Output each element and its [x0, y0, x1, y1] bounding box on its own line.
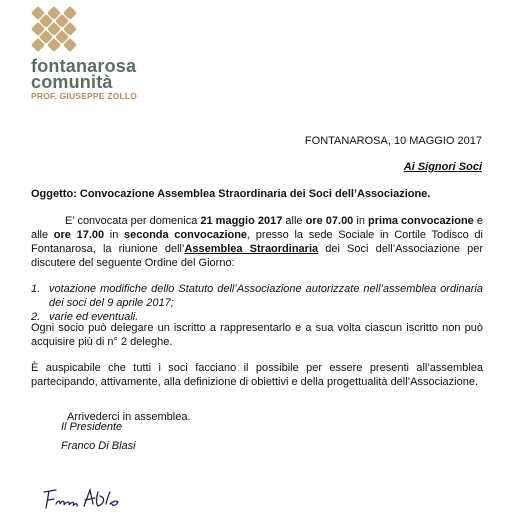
closing-line: Arrivederci in assemblea.: [67, 411, 191, 423]
list-item: 2. varie ed eventuali.: [31, 311, 139, 323]
handwritten-signature: [40, 486, 130, 519]
letter-recipient: Ai Signori Soci: [403, 161, 482, 173]
participation-paragraph: È auspicabile che tutti i soci facciano il possibile per essere presenti all’assemblea partecipando, attivamente, alla definizione di obiettivi e della progettualità dell’Associazione.: [31, 362, 483, 388]
brand-subtitle: PROF. GIUSEPPE ZOLLO: [31, 91, 138, 101]
signatory-name: Franco Di Blasi: [61, 440, 136, 452]
agenda-list: [31, 282, 483, 324]
association-logo: [31, 6, 77, 52]
brand-name-line1: fontanarosa: [31, 56, 137, 76]
letter-subject: Oggetto: Convocazione Assemblea Straordinaria dei Soci dell’Associazione.: [31, 188, 431, 200]
brand-name-line2: comunità: [31, 72, 113, 92]
list-item: 1. votazione modifiche dello Statuto dell’Associazione autorizzate nell’assemblea ordinaria dei soci del 9 aprile 2017;: [31, 283, 483, 309]
letter-date: FONTANAROSA, 10 MAGGIO 2017: [304, 135, 482, 147]
delegation-paragraph: Ogni socio può delegare un iscritto a rappresentarlo e a sua volta ciascun iscritto non può acquisire più di n° 2 deleghe.: [31, 322, 483, 348]
signatory-role: Il Presidente: [61, 421, 123, 433]
convocation-paragraph: E’ convocata per domenica 21 maggio 2017 alle ore 07.00 in prima convocazione e alle ore 17.00 in seconda convocazione, presso la sede Sociale in Cortile Todisco di Fontanarosa, la riunione dell’Assemblea Straordinaria dei Soci dell’Associazione per discutere del seguente Ordine del Giorno:: [31, 215, 483, 269]
